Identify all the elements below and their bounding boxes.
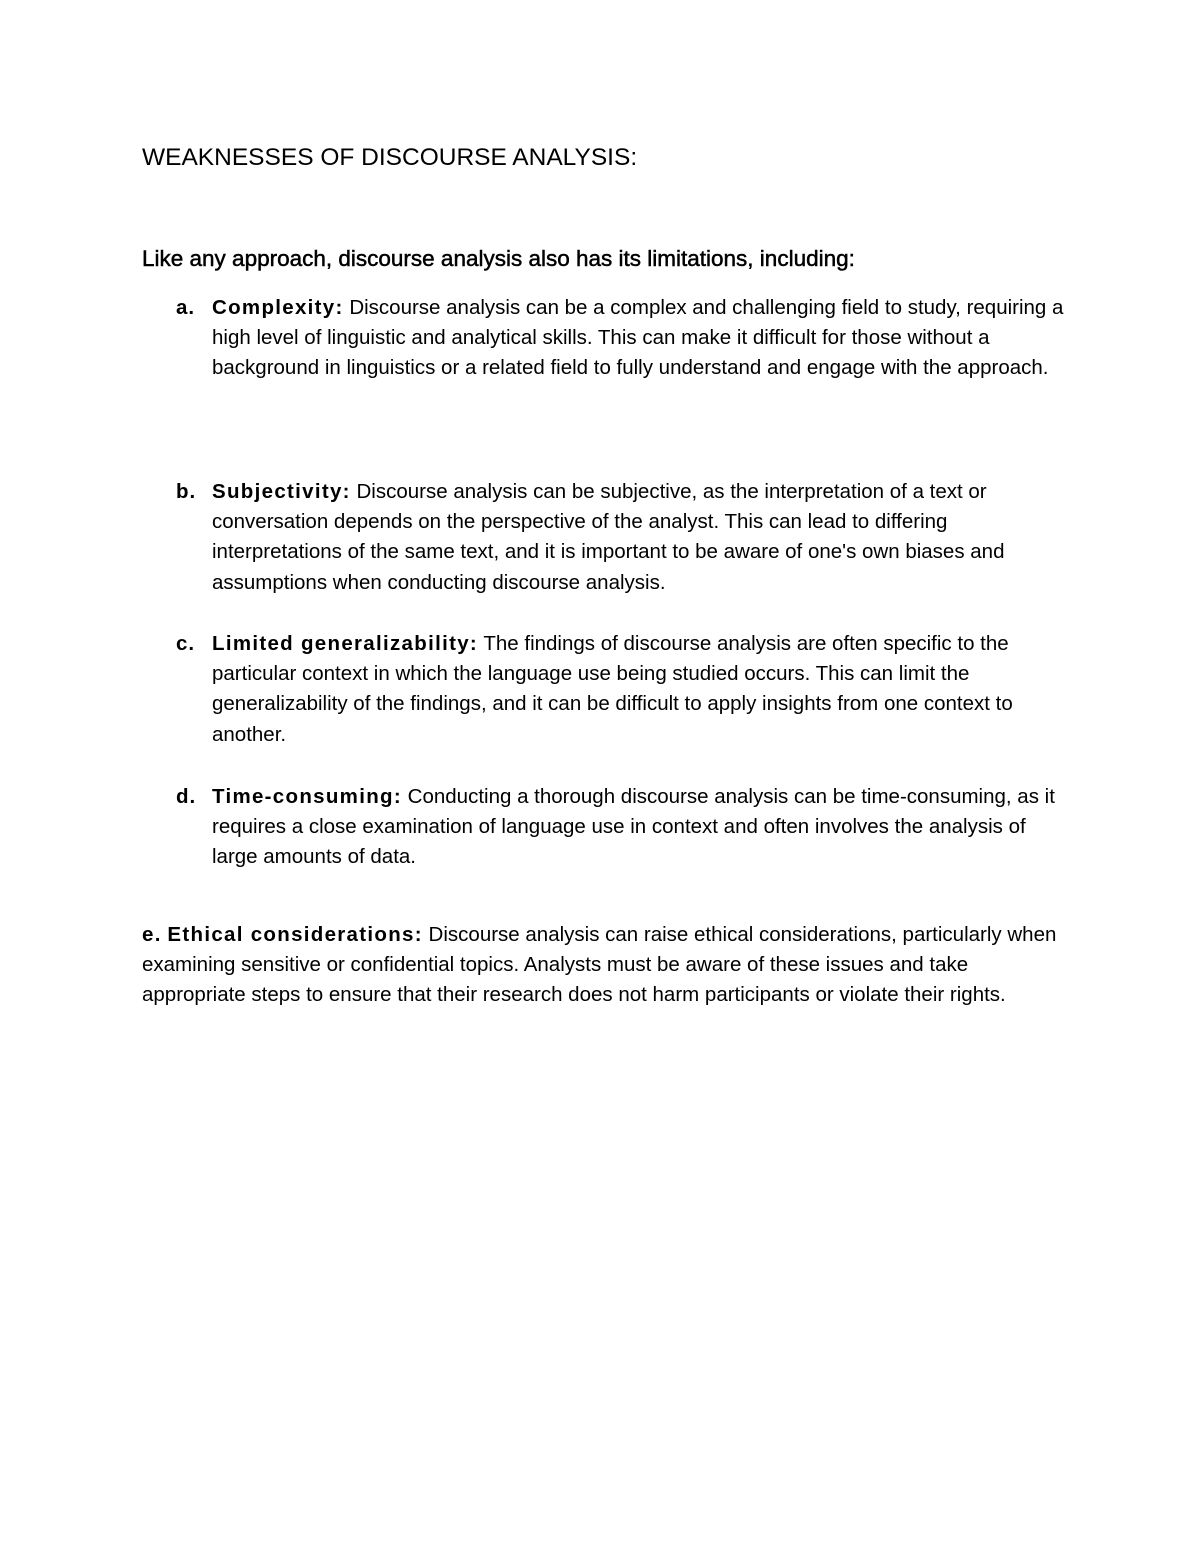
list-item-complexity	[176, 293, 1076, 384]
list-marker: e.	[142, 923, 162, 946]
list-item-ethical-considerations	[142, 920, 1062, 1011]
item-term: Limited generalizability:	[212, 632, 479, 655]
item-text: Discourse analysis can raise ethical considerations, particularly when examining sensitive or confidential topics. Analysts must be aware of these issues and take appropriate steps to ensure that their research does not harm participants or violate their rights.	[142, 923, 1057, 1007]
document-title: WEAKNESSES OF DISCOURSE ANALYSIS:	[142, 144, 638, 171]
item-term: Ethical considerations:	[167, 923, 423, 946]
list-item-body	[212, 782, 1076, 873]
list-marker: a.	[176, 296, 196, 319]
list-item-limited-generalizability	[176, 629, 1076, 750]
intro-sentence: Like any approach, discourse analysis also has its limitations, including:	[142, 246, 855, 271]
list-item-body	[212, 477, 1076, 598]
item-term: Complexity:	[212, 296, 344, 319]
item-text: Discourse analysis can be a complex and challenging field to study, requiring a high level of linguistic and analytical skills. This can make it difficult for those without a background in linguistics or a related field to fully understand and engage with the approach.	[212, 296, 1064, 380]
item-text: Conducting a thorough discourse analysis can be time-consuming, as it requires a close examination of language use in context and often involves the analysis of large amounts of data.	[212, 785, 1055, 869]
item-text: The findings of discourse analysis are often specific to the particular context in which the language use being studied occurs. This can limit the generalizability of the findings, and it can be difficult to apply insights from one context to another.	[212, 632, 1013, 746]
list-item-body	[212, 293, 1076, 384]
item-term: Subjectivity:	[212, 480, 351, 503]
item-term: Time-consuming:	[212, 785, 402, 808]
list-marker: b.	[176, 480, 197, 503]
list-marker: c.	[176, 632, 196, 655]
list-item-time-consuming	[176, 782, 1076, 873]
list-marker: d.	[176, 785, 197, 808]
list-item-body	[212, 629, 1076, 750]
item-text: Discourse analysis can be subjective, as the interpretation of a text or conversation depends on the perspective of the analyst. This can lead to differing interpretations of the same text, and it is important to be aware of one's own biases and assumptions when conducting discourse analysis.	[212, 480, 1005, 594]
list-item-subjectivity	[176, 477, 1076, 598]
